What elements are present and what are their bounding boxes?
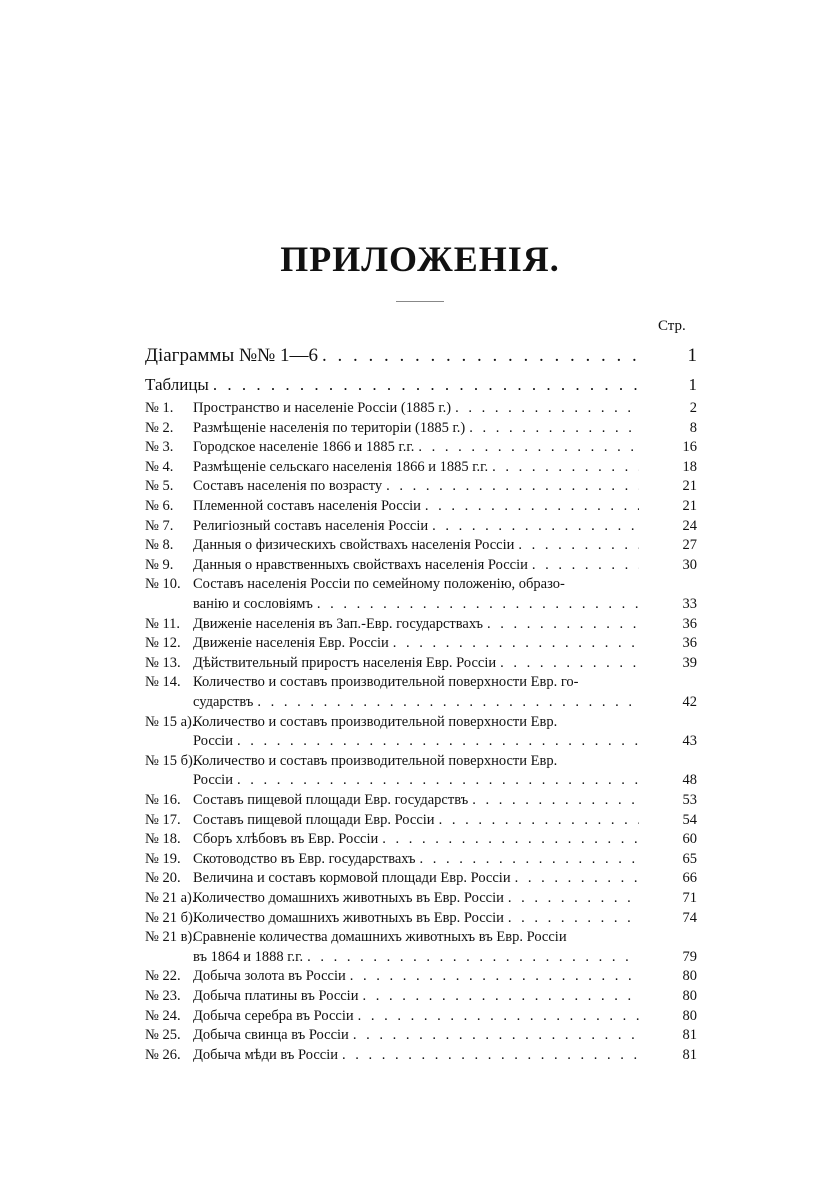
toc-entry-line bbox=[145, 576, 697, 596]
dot-leader bbox=[342, 1047, 639, 1064]
entry-page-number: 80 bbox=[682, 1007, 697, 1024]
dot-leader bbox=[500, 655, 639, 672]
dot-leader bbox=[362, 988, 639, 1005]
entry-number: № 24. bbox=[145, 1007, 181, 1024]
entry-title: Діаграммы №№ 1—6 bbox=[145, 345, 318, 366]
entry-title: Добыча мѣди въ Россіи bbox=[193, 1046, 339, 1063]
toc-entry-line bbox=[145, 890, 697, 910]
entry-title: Количество и составъ производительной поверхности Евр. го- bbox=[193, 674, 579, 691]
dot-leader bbox=[508, 910, 639, 927]
entry-title: Таблицы bbox=[145, 375, 209, 394]
dot-leader bbox=[237, 772, 639, 789]
entry-page-number: 21 bbox=[682, 498, 697, 514]
dot-leader bbox=[518, 537, 639, 554]
dot-leader bbox=[472, 792, 639, 809]
dot-leader bbox=[393, 635, 639, 652]
entry-page-number: 81 bbox=[682, 1046, 697, 1063]
dot-leader bbox=[515, 870, 639, 887]
entry-title: Добыча серебра въ Россіи bbox=[193, 1007, 354, 1024]
entry-page-number: 36 bbox=[682, 615, 697, 632]
entry-title: Пространство и населеніе Россіи (1885 г.) bbox=[193, 400, 452, 416]
entry-title: Движеніе населенія въ Зап.-Евр. государствахъ bbox=[193, 615, 484, 632]
toc-entry-line bbox=[145, 851, 697, 871]
toc-entry-line bbox=[145, 831, 697, 851]
entry-page-number: 30 bbox=[682, 556, 697, 573]
toc-entry-line bbox=[145, 518, 697, 538]
toc-entry-line bbox=[145, 498, 697, 518]
entry-page-number: 18 bbox=[682, 458, 697, 475]
entry-title: Составъ пищевой площади Евр. государствъ bbox=[193, 792, 469, 808]
entry-number: № 21 б). bbox=[145, 909, 197, 926]
dot-leader bbox=[432, 518, 639, 535]
entry-page-number: 71 bbox=[682, 890, 697, 906]
entry-number: № 15 а). bbox=[145, 713, 196, 730]
dot-leader bbox=[213, 375, 639, 395]
entry-page-number: 42 bbox=[682, 694, 697, 710]
dot-leader bbox=[317, 596, 639, 613]
entry-title: Данныя о физическихъ свойствахъ населенія Россіи bbox=[193, 537, 515, 554]
entry-number: № 14. bbox=[145, 674, 181, 691]
entry-number: № 4. bbox=[145, 458, 174, 475]
entry-title: Россіи bbox=[193, 733, 233, 750]
toc-entry-line bbox=[145, 635, 697, 655]
toc-entry-line bbox=[145, 733, 697, 753]
entry-title: Городское населеніе 1866 и 1885 г.г. bbox=[193, 439, 415, 456]
toc-entry-line bbox=[145, 420, 697, 440]
toc-entry-line bbox=[145, 772, 697, 792]
dot-leader bbox=[237, 733, 639, 750]
entry-title: Движеніе населенія Евр. Россіи bbox=[193, 635, 389, 652]
toc-entry-line bbox=[145, 870, 697, 890]
entry-number: № 11. bbox=[145, 615, 181, 632]
entry-page-number: 16 bbox=[682, 439, 697, 456]
dot-leader bbox=[420, 851, 640, 868]
entry-number: № 26. bbox=[145, 1046, 181, 1063]
toc-entry-line bbox=[145, 929, 697, 949]
entry-page-number: 66 bbox=[682, 870, 697, 887]
dot-leader bbox=[492, 459, 639, 476]
toc-entry-line bbox=[145, 478, 697, 498]
entry-title: въ 1864 и 1888 г.г. bbox=[193, 948, 304, 965]
entry-page-number: 27 bbox=[682, 537, 697, 554]
dot-leader bbox=[353, 1027, 639, 1044]
dot-leader bbox=[386, 478, 639, 495]
entry-number: № 20. bbox=[145, 870, 181, 887]
entry-number: № 6. bbox=[145, 498, 174, 514]
toc-entry-line bbox=[145, 988, 697, 1008]
toc-entry-line bbox=[145, 968, 697, 988]
entry-number: № 9. bbox=[145, 556, 174, 573]
entry-page-number: 39 bbox=[682, 654, 697, 671]
entry-title: Составъ пищевой площади Евр. Россіи bbox=[193, 811, 435, 828]
entry-number: № 19. bbox=[145, 850, 181, 867]
entry-title: Данныя о нравственныхъ свойствахъ населенія Россіи bbox=[193, 556, 528, 573]
entry-number: № 15 б). bbox=[145, 752, 197, 769]
dot-leader bbox=[307, 949, 639, 966]
toc-entry-line bbox=[145, 459, 697, 479]
dot-leader bbox=[425, 498, 639, 515]
entry-number: № 21 в). bbox=[145, 929, 196, 946]
toc-entry-line bbox=[145, 753, 697, 773]
entry-title: Россіи bbox=[193, 772, 233, 789]
entry-title: Сборъ хлѣбовъ въ Евр. Россіи bbox=[193, 831, 379, 848]
entry-page-number: 48 bbox=[682, 772, 697, 789]
entry-number: № 8. bbox=[145, 537, 174, 554]
entry-page-number: 33 bbox=[682, 596, 697, 612]
entry-number: № 5. bbox=[145, 478, 174, 495]
entry-title: Составъ населенія по возрасту bbox=[193, 478, 383, 495]
entry-page-number: 2 bbox=[689, 400, 697, 416]
toc-entry-line bbox=[145, 674, 697, 694]
toc-entry-line bbox=[145, 1027, 697, 1047]
entry-page-number: 53 bbox=[682, 792, 697, 808]
entry-page-number: 74 bbox=[682, 909, 697, 926]
dot-leader bbox=[487, 616, 639, 633]
entry-page-number: 80 bbox=[682, 968, 697, 985]
entry-title: ванію и сословіямъ bbox=[193, 596, 313, 612]
entry-title: Составъ населенія Россіи по семейному положенію, образо- bbox=[193, 576, 565, 593]
entry-page-number: 21 bbox=[682, 478, 697, 495]
dot-leader bbox=[257, 694, 639, 711]
entry-page-number: 54 bbox=[682, 811, 697, 828]
entry-title: Количество и составъ производительной поверхности Евр. bbox=[193, 752, 558, 769]
page-column-header: Стр. bbox=[658, 318, 686, 334]
entry-page-number: 60 bbox=[682, 831, 697, 848]
dot-leader bbox=[382, 831, 639, 848]
toc-entry-line bbox=[145, 375, 697, 397]
entry-page-number: 79 bbox=[682, 948, 697, 965]
entry-title: Скотоводство въ Евр. государствахъ bbox=[193, 850, 416, 867]
toc-entry-line bbox=[145, 694, 697, 714]
entry-title: Дѣйствительный приростъ населенія Евр. Россіи bbox=[193, 654, 497, 671]
entry-title: Величина и составъ кормовой площади Евр. Россіи bbox=[193, 870, 511, 887]
dot-leader bbox=[322, 345, 639, 367]
entry-number: № 21 а). bbox=[145, 890, 196, 906]
dot-leader bbox=[439, 812, 639, 829]
entry-page-number: 43 bbox=[682, 733, 697, 750]
dot-leader bbox=[350, 968, 639, 985]
dot-leader bbox=[532, 557, 639, 574]
entry-number: № 3. bbox=[145, 439, 174, 456]
dot-leader bbox=[455, 400, 639, 417]
toc-entry-line bbox=[145, 345, 697, 371]
toc-entry-line bbox=[145, 792, 697, 812]
entry-title: Сравненіе количества домашнихъ животныхъ въ Евр. Россіи bbox=[193, 929, 567, 946]
entry-page-number: 1 bbox=[688, 375, 697, 394]
entry-title: Размѣщеніе населенія по територіи (1885 г.) bbox=[193, 419, 466, 436]
entry-number: № 17. bbox=[145, 811, 181, 828]
entry-number: № 18. bbox=[145, 831, 181, 848]
entry-number: № 7. bbox=[145, 517, 174, 534]
toc-entry-line bbox=[145, 1008, 697, 1028]
entry-number: № 25. bbox=[145, 1027, 181, 1044]
toc-entry-line bbox=[145, 812, 697, 832]
entry-title: Количество домашнихъ животныхъ въ Евр. Россіи bbox=[193, 890, 504, 906]
toc-entry-line bbox=[145, 616, 697, 636]
entry-title: Племенной составъ населенія Россіи bbox=[193, 498, 421, 514]
entry-title: Добыча свинца въ Россіи bbox=[193, 1027, 349, 1044]
toc-entry-line bbox=[145, 949, 697, 969]
entry-number: № 2. bbox=[145, 419, 174, 436]
toc-entry-line bbox=[145, 439, 697, 459]
entry-page-number: 1 bbox=[687, 345, 697, 366]
toc-entry-line bbox=[145, 714, 697, 734]
dot-leader bbox=[418, 439, 639, 456]
toc-entry-line bbox=[145, 557, 697, 577]
dot-leader bbox=[358, 1008, 639, 1025]
entry-number: № 16. bbox=[145, 792, 181, 808]
dot-leader bbox=[508, 890, 639, 907]
entry-page-number: 81 bbox=[682, 1027, 697, 1044]
entry-title: Добыча золота въ Россіи bbox=[193, 968, 346, 985]
toc-entry-line bbox=[145, 596, 697, 616]
entry-number: № 12. bbox=[145, 635, 181, 652]
toc-entry-line bbox=[145, 537, 697, 557]
entry-number: № 23. bbox=[145, 988, 181, 1004]
toc-entry-line bbox=[145, 400, 697, 420]
toc-entry-line bbox=[145, 655, 697, 675]
toc-entry-line bbox=[145, 1047, 697, 1067]
entry-number: № 1. bbox=[145, 400, 174, 416]
entry-title: Количество и составъ производительной поверхности Евр. bbox=[193, 713, 558, 730]
entry-page-number: 36 bbox=[682, 635, 697, 652]
page-title: ПРИЛОЖЕНІЯ. bbox=[280, 239, 560, 279]
entry-title: сударствъ bbox=[193, 694, 254, 710]
entry-page-number: 80 bbox=[682, 988, 697, 1004]
entry-number: № 22. bbox=[145, 968, 181, 985]
entry-title: Религіозный составъ населенія Россіи bbox=[193, 517, 429, 534]
entry-title: Размѣщеніе сельскаго населенія 1866 и 1885 г.г. bbox=[193, 458, 489, 475]
dot-leader bbox=[469, 420, 639, 437]
entry-number: № 10. bbox=[145, 576, 181, 593]
toc-entry-line bbox=[145, 910, 697, 930]
entry-page-number: 8 bbox=[689, 419, 697, 436]
entry-page-number: 24 bbox=[682, 517, 697, 534]
entry-title: Количество домашнихъ животныхъ въ Евр. Россіи bbox=[193, 909, 504, 926]
entry-page-number: 65 bbox=[682, 850, 697, 867]
entry-title: Добыча платины въ Россіи bbox=[193, 988, 359, 1004]
entry-number: № 13. bbox=[145, 654, 181, 671]
